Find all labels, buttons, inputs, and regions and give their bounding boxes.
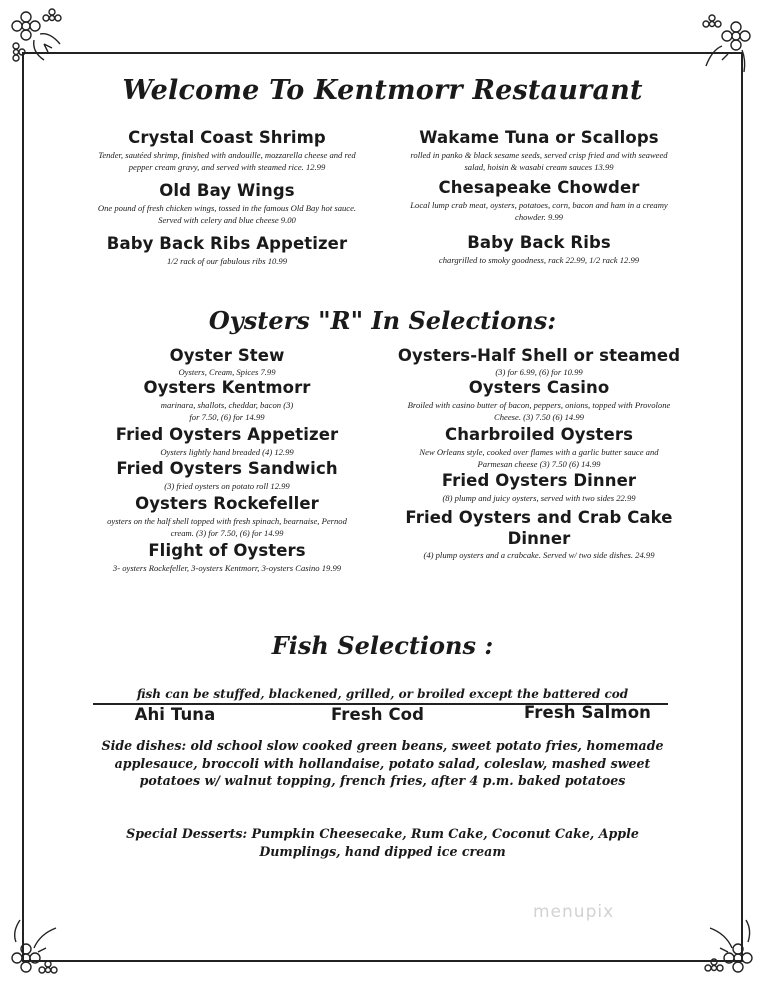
floral-corner-icon [692, 10, 762, 80]
menu-item-desc: Local lump crab meat, oysters, potatoes, corn, bacon and ham in a creamy chowder. 9.99 [410, 200, 668, 222]
menu-item-name: Oyster Stew [169, 346, 285, 365]
menu-item-name: Oysters Casino [468, 378, 610, 397]
menu-item-name: Baby Back Ribs Appetizer [106, 234, 348, 253]
special-desserts: Special Desserts: Pumpkin Cheesecake, Rum Cake, Coconut Cake, Apple Dumplings, hand dipped ice cream [126, 826, 639, 859]
menu-item-name: Oysters-Half Shell or steamed [397, 346, 681, 365]
frame-border-left [22, 52, 24, 960]
side-dishes: Side dishes: old school slow cooked green beans, sweet potato fries, homemade applesauce, broccoli with hollandaise, potato salad, coleslaw, mashed sweet potatoes w/ walnut topping, french fries, after 4 p.m. baked potatoes [101, 738, 664, 788]
floral-corner-icon [692, 912, 762, 982]
menu-item-desc: Oysters, Cream, Spices 7.99 [178, 367, 276, 377]
floral-corner-icon [4, 912, 74, 982]
menu-item-name: Chesapeake Chowder [438, 178, 640, 197]
menu-item-name: Charbroiled Oysters [444, 425, 633, 444]
fish-item: Fresh Salmon [523, 703, 651, 722]
menu-item-desc: Broiled with casino butter of bacon, peppers, onions, topped with Provolone Cheese. (3) 7.50 (6) 14.99 [407, 400, 671, 422]
menu-item-desc: 3- oysters Rockefeller, 3-oysters Kentmorr, 3-oysters Casino 19.99 [112, 563, 342, 573]
page-title: Welcome To Kentmorr Restaurant [122, 75, 643, 106]
menu-item-desc: (3) for 6.99, (6) for 10.99 [495, 367, 583, 377]
menu-item-name: Fried Oysters Appetizer [115, 425, 339, 444]
menu-item-desc: (3) fried oysters on potato roll 12.99 [164, 481, 290, 491]
menu-item-name: Fried Oysters Sandwich [116, 459, 338, 478]
menu-item-name: Flight of Oysters [148, 541, 306, 560]
fish-item: Fresh Cod [330, 705, 424, 724]
fish-preparation-note: fish can be stuffed, blackened, grilled, or broiled except the battered cod [136, 687, 629, 701]
menu-item-name: Wakame Tuna or Scallops [419, 128, 659, 147]
menu-item-desc: rolled in panko & black sesame seeds, served crisp fried and with seaweed salad, hoisin & wasabi cream sauces 13.99 [410, 150, 668, 172]
menu-item-desc: (8) plump and juicy oysters, served with two sides 22.99 [442, 493, 636, 503]
menu-item-desc: (4) plump oysters and a crabcake. Served w/ two side dishes. 24.99 [423, 550, 655, 560]
frame-border-top [22, 52, 743, 54]
menu-item-name: Old Bay Wings [159, 181, 295, 200]
menu-item-desc: oysters on the half shell topped with fresh spinach, bearnaise, Pernod cream. (3) for 7.50, (6) for 14.99 [107, 516, 347, 538]
menu-item-name: Fried Oysters Dinner [441, 471, 637, 490]
menu-item-desc: Oysters lightly hand breaded (4) 12.99 [160, 447, 294, 457]
section-heading-fish: Fish Selections : [271, 631, 494, 660]
menu-item-desc: One pound of fresh chicken wings, tossed in the famous Old Bay hot sauce. Served with celery and blue cheese 9.00 [97, 203, 357, 225]
menu-item-desc: chargrilled to smoky goodness, rack 22.99, 1/2 rack 12.99 [438, 255, 640, 265]
menu-item-desc: 1/2 rack of our fabulous ribs 10.99 [166, 256, 288, 266]
fish-item: Ahi Tuna [134, 705, 216, 724]
watermark: menupix [533, 902, 615, 922]
menu-item-name: Fried Oysters and Crab Cake Dinner [405, 508, 673, 548]
floral-corner-icon [4, 4, 74, 74]
menu-item-desc: New Orleans style, cooked over flames with a garlic butter sauce and Parmesan cheese (3) 7.50 (6) 14.99 [419, 447, 659, 469]
menu-item-desc: Tender, sautéed shrimp, finished with andouille, mozzarella cheese and red pepper cream gravy, and served with steamed rice. 12.99 [98, 150, 356, 172]
menu-item-name: Oysters Rockefeller [135, 494, 319, 513]
frame-border-bottom [22, 960, 743, 962]
menu-item-desc: marinara, shallots, cheddar, bacon (3) for 7.50, (6) for 14.99 [160, 400, 294, 422]
menu-item-name: Baby Back Ribs [467, 233, 611, 252]
frame-border-right [741, 52, 743, 960]
menu-item-name: Oysters Kentmorr [143, 378, 311, 397]
menu-item-name: Crystal Coast Shrimp [128, 128, 326, 147]
section-heading-oysters: Oysters "R" In Selections: [208, 306, 557, 335]
